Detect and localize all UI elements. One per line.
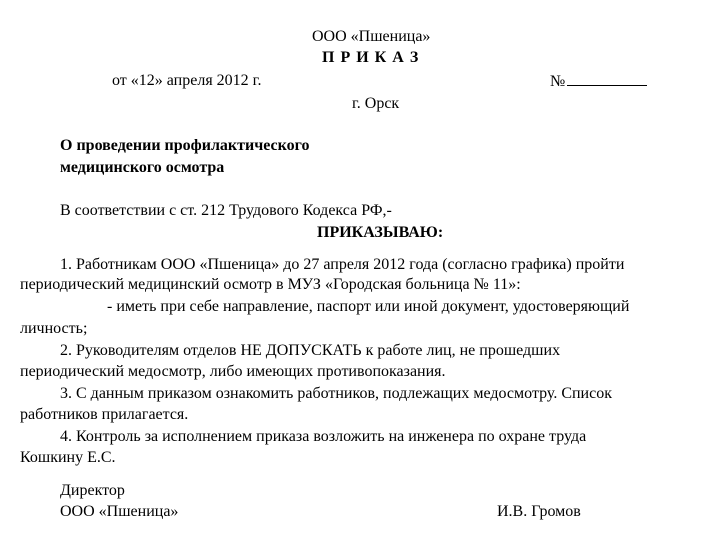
order-number-label: № [550, 73, 566, 90]
signature-position-2: ООО «Пшеница» [60, 503, 179, 520]
item-1-sub-line-2: личность; [20, 320, 88, 337]
subject-line-1: О проведении профилактического [60, 137, 310, 154]
item-4-line-1: 4. Контроль за исполнением приказа возложить на инженера по охране труда [60, 428, 587, 445]
item-2-line-1: 2. Руководителям отделов НЕ ДОПУСКАТЬ к работе лиц, не прошедших [60, 342, 561, 359]
signature-name: И.В. Громов [497, 503, 581, 520]
item-3-line-2: работников прилагается. [20, 406, 189, 423]
item-3-line-1: 3. С данным приказом ознакомить работников, подлежащих медосмотру. Список [60, 385, 612, 402]
order-word: ПРИКАЗЫВАЮ: [317, 224, 444, 241]
item-4-line-2: Кошкину Е.С. [20, 449, 116, 466]
item-1-sub-line-1: - иметь при себе направление, паспорт или иной документ, удостоверяющий [107, 298, 630, 315]
item-2-line-2: периодический медосмотр, либо имеющих противопоказания. [20, 363, 446, 380]
order-number-blank [567, 71, 647, 86]
subject-line-2: медицинского осмотра [60, 159, 225, 176]
item-1-line-1: 1. Работникам ООО «Пшеница» до 27 апреля 2012 года (согласно графика) пройти [60, 256, 625, 273]
order-city: г. Орск [352, 95, 400, 112]
signature-position-1: Директор [60, 482, 125, 499]
document-type: П Р И К А З [322, 49, 420, 66]
company-name: ООО «Пшеница» [312, 28, 431, 45]
order-date: от «12» апреля 2012 г. [112, 72, 262, 89]
preamble: В соответствии с ст. 212 Трудового Кодекса РФ,- [60, 202, 392, 219]
order-number [550, 71, 647, 92]
item-1-line-2: периодический медицинский осмотр в МУЗ «Городская больница № 11»: [20, 276, 521, 293]
